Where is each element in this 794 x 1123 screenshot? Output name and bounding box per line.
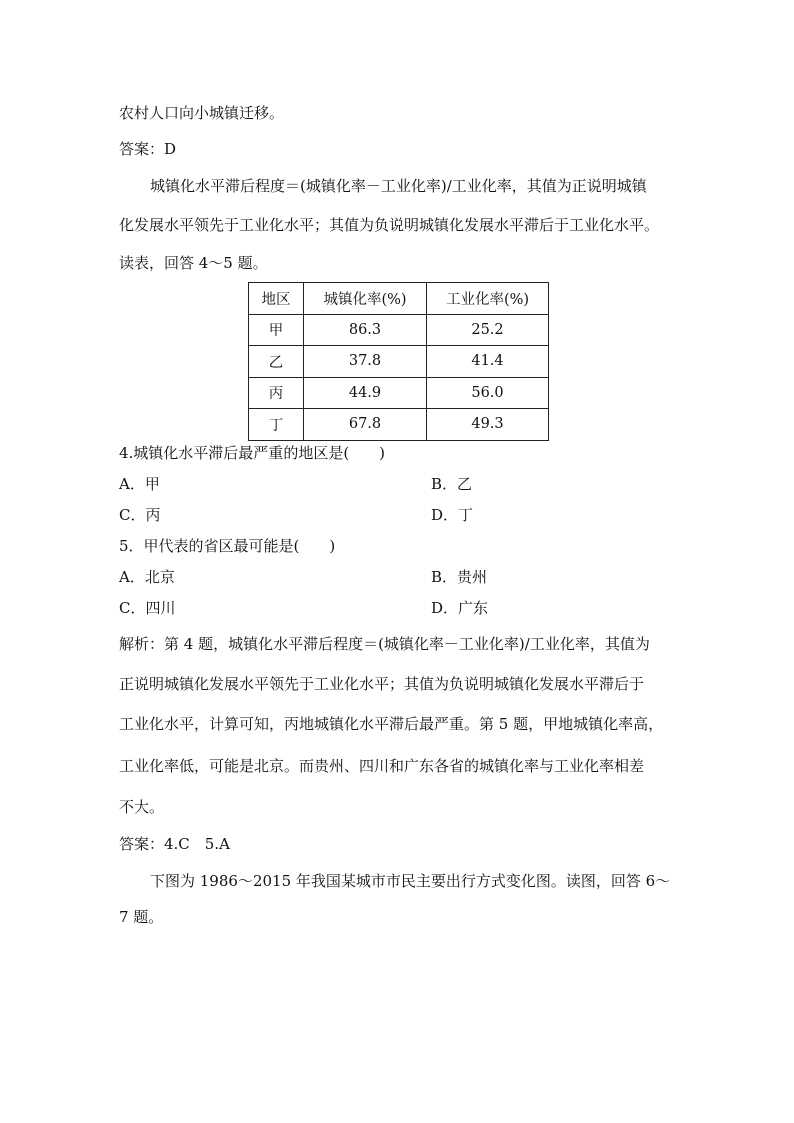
table-row <box>249 346 549 378</box>
table-header: 地区 <box>249 283 304 315</box>
table-cell: 67.8 <box>304 409 427 441</box>
table-row <box>249 409 549 441</box>
question-5-stem: 5．甲代表的省区最可能是( ) <box>119 537 336 555</box>
intro-line-1: 城镇化水平滞后程度＝(城镇化率－工业化率)/工业化率，其值为正说明城镇 <box>150 177 647 195</box>
intro-line-3: 读表，回答 4～5 题。 <box>119 254 268 272</box>
table-cell: 乙 <box>249 346 304 378</box>
question-4-option-d: D．丁 <box>431 506 474 524</box>
table-row <box>249 377 549 409</box>
rates-table <box>248 282 549 441</box>
table-cell: 丁 <box>249 409 304 441</box>
question-5-option-c: C．四川 <box>119 599 176 617</box>
question-5-option-a: A．北京 <box>119 568 175 586</box>
table-cell: 56.0 <box>427 377 549 409</box>
prev-answer: 答案：D <box>119 140 177 158</box>
question-4-stem: 4.城镇化水平滞后最严重的地区是( ) <box>119 444 386 462</box>
table-cell: 49.3 <box>427 409 549 441</box>
prev-text: 农村人口向小城镇迁移。 <box>119 104 285 122</box>
analysis-line-3: 工业化水平，计算可知，丙地城镇化水平滞后最严重。第 5 题，甲地城镇化率高， <box>119 715 664 733</box>
next-intro-line-1: 下图为 1986～2015 年我国某城市市民主要出行方式变化图。读图，回答 6～ <box>150 872 671 890</box>
table-cell: 86.3 <box>304 314 427 346</box>
table-cell: 25.2 <box>427 314 549 346</box>
table-row <box>249 314 549 346</box>
question-4-option-c: C．丙 <box>119 506 161 524</box>
question-5-option-b: B．贵州 <box>431 568 488 586</box>
table-cell: 44.9 <box>304 377 427 409</box>
question-4-option-a: A．甲 <box>119 475 160 493</box>
table-cell: 37.8 <box>304 346 427 378</box>
intro-line-2: 化发展水平领先于工业化水平；其值为负说明城镇化发展水平滞后于工业化水平。 <box>119 216 660 234</box>
question-5-option-d: D．广东 <box>431 599 489 617</box>
analysis-line-1: 解析：第 4 题，城镇化水平滞后程度＝(城镇化率－工业化率)/工业化率，其值为 <box>119 635 650 653</box>
table-header: 城镇化率(%) <box>304 283 427 315</box>
analysis-line-2: 正说明城镇化发展水平领先于工业化水平；其值为负说明城镇化发展水平滞后于 <box>119 675 645 693</box>
table-cell: 甲 <box>249 314 304 346</box>
table-cell: 丙 <box>249 377 304 409</box>
analysis-line-4: 工业化率低，可能是北京。而贵州、四川和广东各省的城镇化率与工业化率相差 <box>119 757 645 775</box>
next-intro-line-2: 7 题。 <box>119 908 164 926</box>
analysis-line-5: 不大。 <box>119 798 165 816</box>
table-header-row <box>249 283 549 315</box>
table-cell: 41.4 <box>427 346 549 378</box>
question-4-option-b: B．乙 <box>431 475 473 493</box>
answer-4-5: 答案：4.C 5.A <box>119 835 230 853</box>
table-header: 工业化率(%) <box>427 283 549 315</box>
